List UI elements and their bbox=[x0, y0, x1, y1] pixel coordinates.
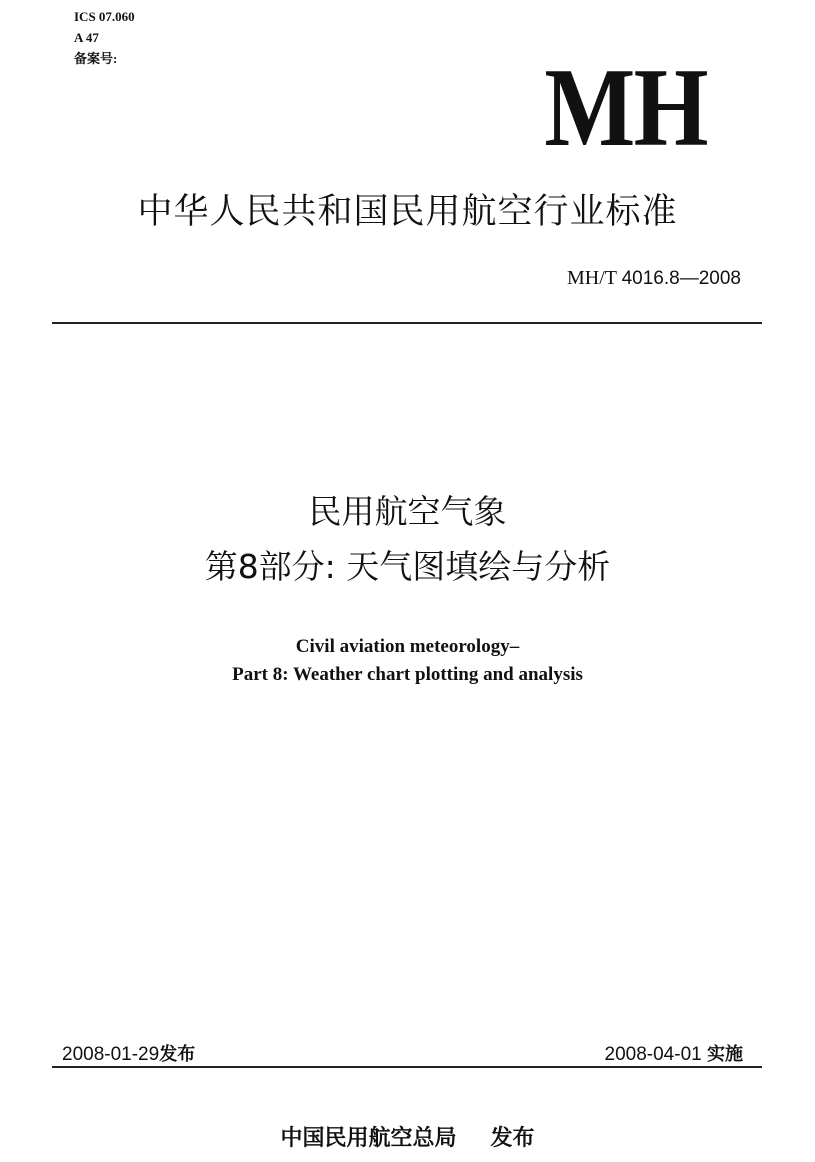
title-cn-line2: 第8部分: 天气图填绘与分析 bbox=[204, 547, 611, 586]
issuer bbox=[0, 1121, 815, 1152]
issuer-name: 中国民用航空总局 bbox=[280, 1126, 457, 1151]
title-en-line1: Civil aviation meteorology– bbox=[295, 636, 520, 657]
bottom-divider bbox=[52, 1066, 762, 1068]
publish-label: 发布 bbox=[159, 1044, 196, 1065]
publish-date bbox=[62, 1040, 195, 1066]
implement-date bbox=[605, 1040, 743, 1066]
standard-number-prefix: MH/T bbox=[566, 267, 617, 289]
publish-date-value: 2008-01-29 bbox=[62, 1044, 160, 1065]
ics-code: ICS 07.060 bbox=[74, 9, 135, 24]
standard-meta bbox=[74, 6, 135, 69]
title-en-line2: Part 8: Weather chart plotting and analysis bbox=[232, 664, 583, 685]
standard-number-value: 4016.8—2008 bbox=[621, 268, 741, 289]
standard-category-title: 中华人民共和国民用航空行业标准 bbox=[137, 192, 678, 232]
classification-code: A 47 bbox=[74, 30, 99, 45]
top-divider bbox=[52, 322, 762, 324]
title-cn-line1: 民用航空气象 bbox=[308, 492, 507, 531]
implement-date-value: 2008-04-01 bbox=[604, 1044, 702, 1065]
filing-number-label: 备案号: bbox=[74, 51, 118, 66]
standard-number bbox=[567, 267, 741, 290]
mh-logo: MH bbox=[544, 46, 707, 170]
implement-label: 实施 bbox=[707, 1044, 743, 1065]
issuer-action: 发布 bbox=[490, 1126, 535, 1151]
